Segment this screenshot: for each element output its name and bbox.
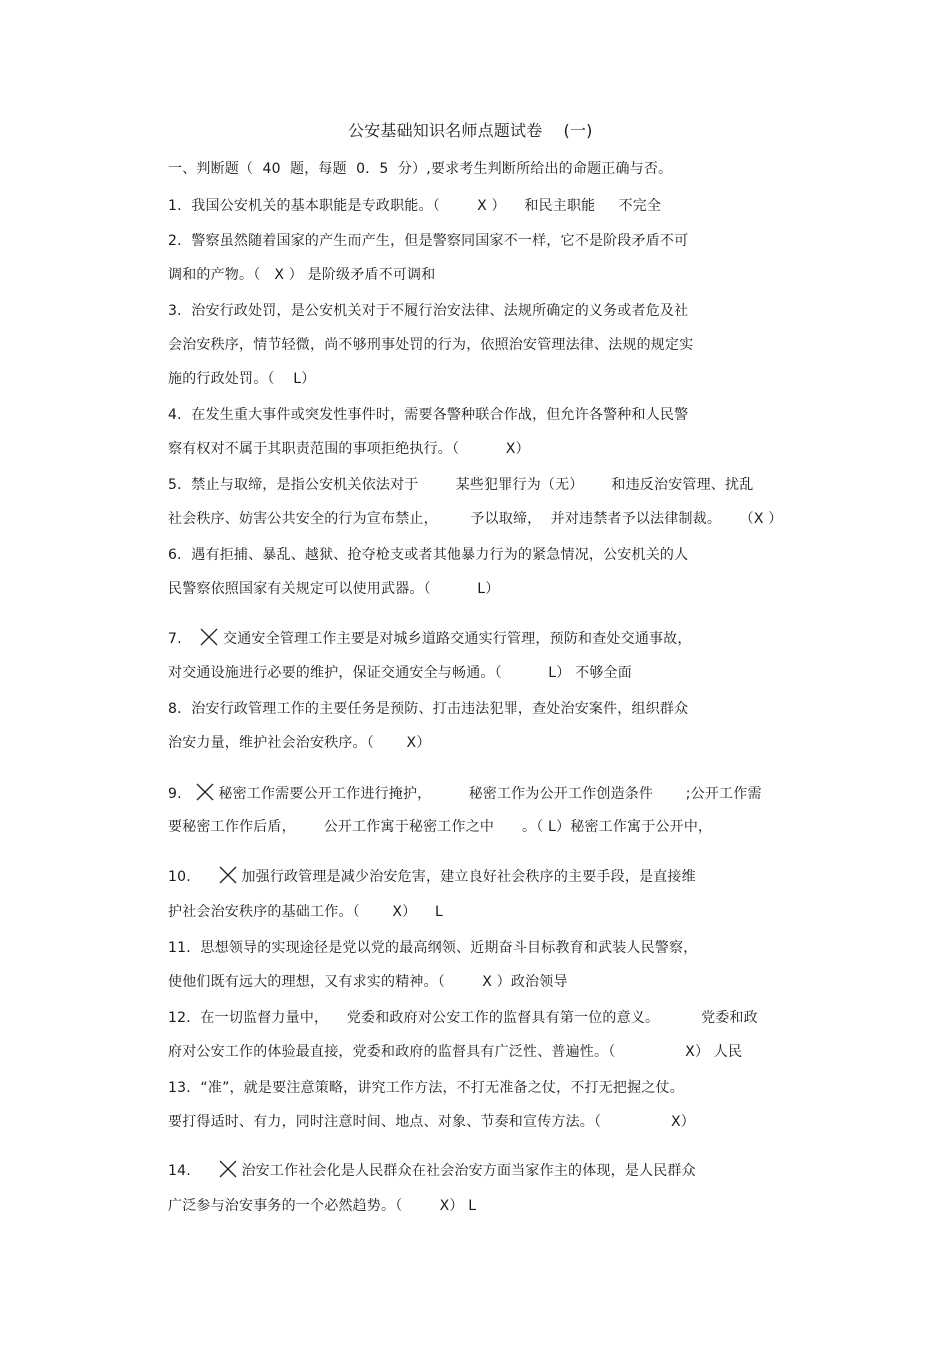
question-3-line-2: 会治安秩序，情节轻微，尚不够刑事处罚的行为，依照治安管理法律、法规的规定实 — [168, 337, 694, 353]
question-9-line-2: 要秘密工作作后盾， 公开工作寓于秘密工作之中 。（ L）秘密工作寓于公开中， — [168, 819, 713, 835]
question-4-line-1: 4．在发生重大事件或突发性事件时，需要各警种联合作战，但允许各警种和人民警 — [168, 407, 689, 423]
question-3-line-3: 施的行政处罚。（ L） — [168, 371, 316, 387]
page-title: 公安基础知识名师点题试卷 (一) — [348, 121, 593, 140]
question-10-line-2: 护社会治安秩序的基础工作。（ X） L — [168, 904, 443, 920]
question-8-line-2: 治安力量，维护社会治安秩序。（ X） — [168, 735, 431, 751]
question-9-text: 秘密工作需要公开工作进行掩护， 秘密工作为公开工作创造条件 ;公开工作需 — [218, 786, 762, 802]
question-10-text: 加强行政管理是减少治安危害，建立良好社会秩序的主要手段，是直接维 — [241, 869, 696, 885]
question-14-line-1 — [168, 1160, 696, 1180]
question-8-line-1: 8．治安行政管理工作的主要任务是预防、打击违法犯罪，查处治安案件，组织群众 — [168, 701, 689, 717]
question-7-line-2: 对交通设施进行必要的维护，保证交通安全与畅通。（ L） 不够全面 — [168, 665, 632, 681]
cross-mark-icon — [219, 1160, 237, 1178]
question-9-line-1 — [168, 783, 762, 803]
question-14-line-2: 广泛参与治安事务的一个必然趋势。（ X） L — [168, 1198, 477, 1214]
question-2-line-2: 调和的产物。（ X ） 是阶级矛盾不可调和 — [168, 267, 436, 283]
question-14-text: 治安工作社会化是人民群众在社会治安方面当家作主的体现，是人民群众 — [241, 1163, 696, 1179]
question-6-line-1: 6．遇有拒捕、暴乱、越狱、抢夺枪支或者其他暴力行为的紧急情况，公安机关的人 — [168, 547, 689, 563]
question-1-line-1: 1．我国公安机关的基本职能是专政职能。（ X ） 和民主职能 不完全 — [168, 198, 662, 214]
question-10-number: 10. — [168, 869, 191, 885]
cross-mark-icon — [200, 628, 218, 646]
question-12-line-1: 12．在一切监督力量中， 党委和政府对公安工作的监督具有第一位的意义。 党委和政 — [168, 1010, 758, 1026]
question-13-line-1: 13．“准”，就是要注意策略，讲究工作方法，不打无准备之仗，不打无把握之仗。 — [168, 1080, 684, 1096]
question-7-text: 交通安全管理工作主要是对城乡道路交通实行管理，预防和查处交通事故， — [223, 631, 692, 647]
question-7-number: 7. — [168, 631, 182, 647]
question-10-line-1 — [168, 866, 696, 886]
question-14-number: 14. — [168, 1163, 191, 1179]
cross-mark-icon — [219, 866, 237, 884]
question-12-line-2: 府对公安工作的体验最直接，党委和政府的监督具有广泛性、普遍性。（ X） 人民 — [168, 1044, 743, 1060]
question-13-line-2: 要打得适时、有力，同时注意时间、地点、对象、节奏和宣传方法。（ X） — [168, 1114, 695, 1130]
question-2-line-1: 2．警察虽然随着国家的产生而产生，但是警察同国家不一样，它不是阶段矛盾不可 — [168, 233, 689, 249]
question-6-line-2: 民警察依照国家有关规定可以使用武器。（ L） — [168, 581, 500, 597]
question-5-line-1: 5．禁止与取缔，是指公安机关依法对于 某些犯罪行为（无） 和违反治安管理、扰乱 — [168, 477, 754, 493]
question-7-line-1 — [168, 628, 692, 648]
cross-mark-icon — [196, 783, 214, 801]
question-11-line-1: 11．思想领导的实现途径是党以党的最高纲领、近期奋斗目标教育和武装人民警察， — [168, 940, 698, 956]
section-header: 一、判断题（ 40 题，每题 0．5 分）,要求考生判断所给出的命题正确与否。 — [168, 161, 673, 177]
question-9-number: 9. — [168, 786, 182, 802]
question-3-line-1: 3．治安行政处罚，是公安机关对于不履行治安法律、法规所确定的义务或者危及社 — [168, 303, 689, 319]
question-11-line-2: 使他们既有远大的理想，又有求实的精神。（ X ）政治领导 — [168, 974, 568, 990]
question-5-line-2: 社会秩序、妨害公共安全的行为宣布禁止， 予以取缔， 并对违禁者予以法律制裁。 （X ） — [168, 511, 783, 527]
question-4-line-2: 察有权对不属于其职责范围的事项拒绝执行。（ X） — [168, 441, 530, 457]
